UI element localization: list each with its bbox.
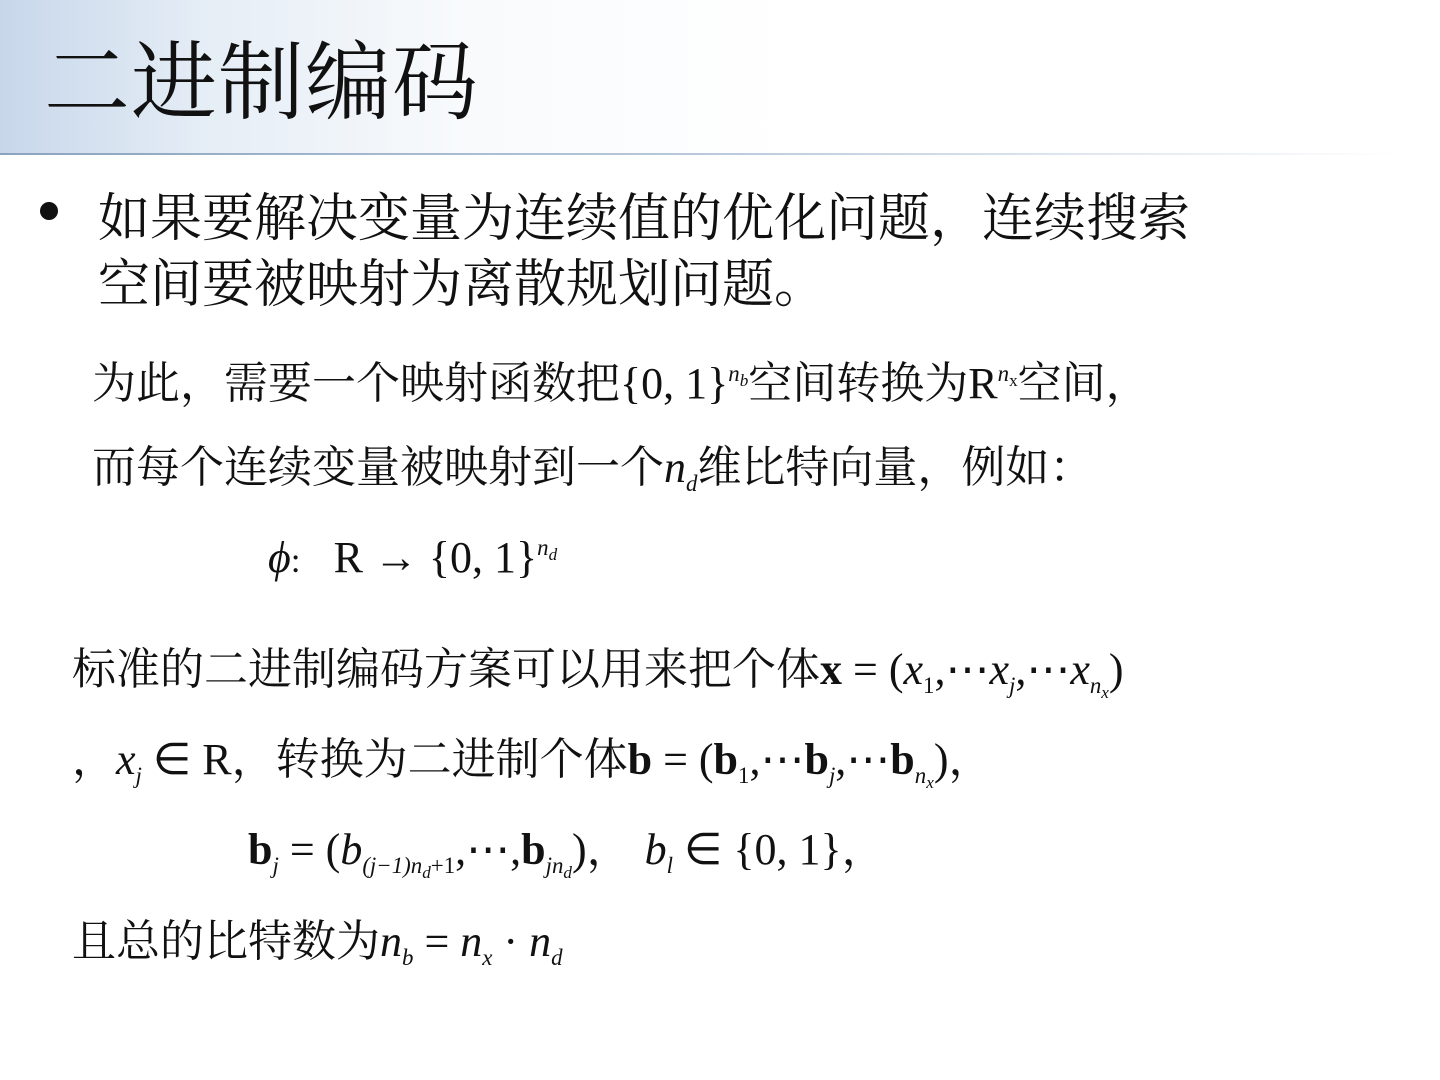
phi-domain: R → {0, 1} — [333, 533, 538, 582]
bitvector-prefix: 而每个连续变量被映射到一个 — [92, 442, 664, 493]
slide-title: 二进制编码 — [44, 33, 479, 133]
bullet-line-2: 空间要被映射为离散规划问题。 — [98, 255, 827, 315]
phi-exponent: nd — [537, 534, 558, 564]
subscript-d: d — [686, 470, 698, 496]
phi-symbol: ϕ — [268, 533, 291, 582]
mapping-suffix: 空间， — [1017, 358, 1150, 409]
exponent-nx: nx — [997, 360, 1018, 390]
binary-set: {0, 1} — [620, 359, 729, 408]
bitvector-suffix: 维比特向量，例如： — [697, 442, 1094, 493]
bj-formula: bj = $(b(j-1)n_d+1,\cdots,bjn_d)$， bl ∈ {0, 1}， — [248, 825, 886, 882]
standard-encoding-sentence: 标准的二进制编码方案可以用来把个体$x = (x1,\cdots xj,\cdots xn_x)$ — [72, 644, 1124, 702]
mapping-prefix: 为此，需要一个映射函数把 — [92, 358, 620, 409]
vector-x: x — [820, 645, 842, 694]
bullet-dot — [40, 202, 58, 220]
symbol-n: n — [664, 443, 686, 492]
mapping-sentence — [92, 356, 1150, 421]
bullet-line-1: 如果要解决变量为连续值的优化问题，连续搜索 — [98, 189, 1191, 249]
total-bits-sentence: 且总的比特数为nb = nx · nd — [72, 916, 563, 970]
exponent-nb: nb — [728, 360, 749, 390]
vector-b: b — [627, 735, 653, 784]
bitvector-sentence — [92, 440, 1093, 503]
mapping-middle: 空间转换为 — [748, 358, 969, 409]
real-space: R — [968, 359, 998, 408]
phi-formula: ϕ: R → {0, 1}$^{n_d}$ — [268, 533, 558, 582]
bullet-paragraph — [98, 186, 1190, 318]
binary-conversion-sentence: ，xj ∈ R，转换为二进制个体$b = (b1,\cdots bj,\cdots bn_x)$， — [72, 734, 993, 792]
